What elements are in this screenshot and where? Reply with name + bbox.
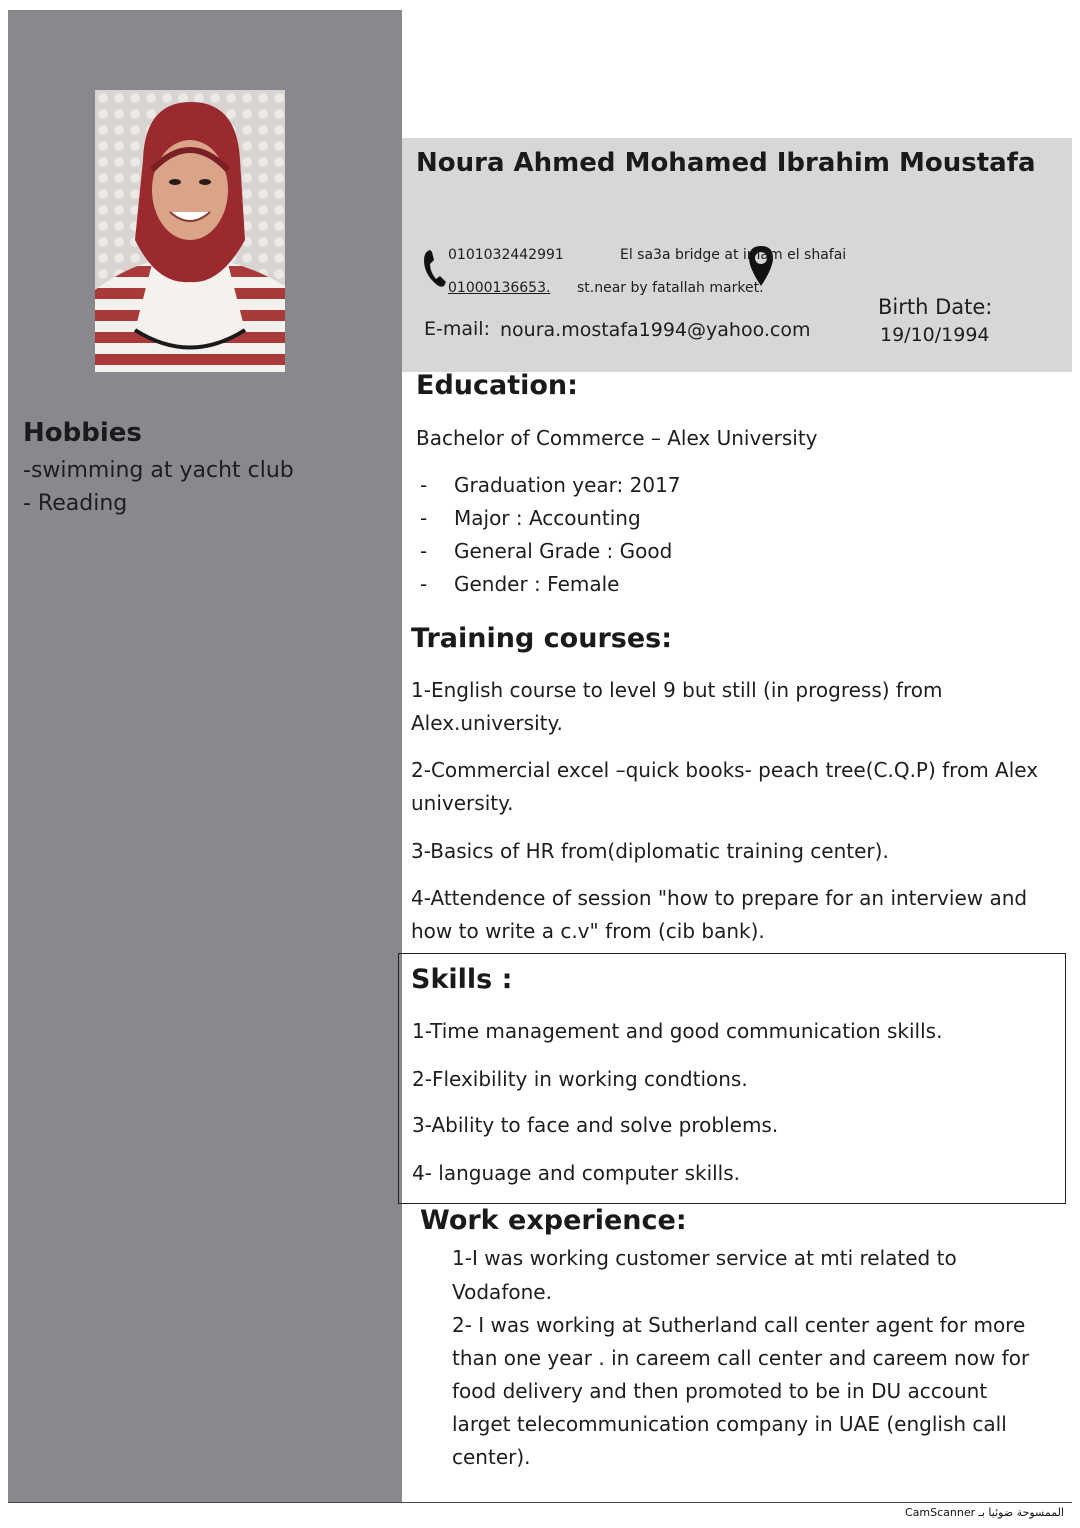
skills-title: Skills : bbox=[411, 964, 513, 995]
education-item: Major : Accounting bbox=[454, 506, 641, 530]
training-line: Alex.university. bbox=[411, 711, 563, 735]
address-line-1: El sa3a bridge at imam el shafai bbox=[620, 247, 847, 263]
education-item: General Grade : Good bbox=[454, 539, 673, 563]
training-line: how to write a c.v" from (cib bank). bbox=[411, 919, 765, 943]
skill-item: 4- language and computer skills. bbox=[412, 1161, 741, 1185]
scanner-watermark: CamScanner الممسوحة ضوئيا بـ bbox=[905, 1506, 1064, 1519]
work-line: 1-I was working customer service at mti related to bbox=[452, 1246, 957, 1270]
email: noura.mostafa1994@yahoo.com bbox=[500, 319, 811, 341]
training-line: 2-Commercial excel –quick books- peach tree(C.Q.P) from Alex bbox=[411, 758, 1039, 782]
training-title: Training courses: bbox=[411, 623, 673, 654]
birth-date-label: Birth Date: bbox=[878, 295, 993, 319]
skill-item: 3-Ability to face and solve problems. bbox=[412, 1113, 779, 1137]
bullet-dash: - bbox=[420, 572, 428, 596]
birth-date: 19/10/1994 bbox=[880, 324, 990, 346]
phone-1: 0101032442991 bbox=[448, 247, 564, 263]
skill-item: 1-Time management and good communication skills. bbox=[412, 1019, 943, 1043]
email-label: E-mail: bbox=[424, 318, 490, 340]
education-title: Education: bbox=[416, 370, 578, 401]
hobby-item: - Reading bbox=[23, 491, 128, 516]
address-line-2: st.near by fatallah market. bbox=[577, 280, 764, 296]
work-line: than one year . in careem call center and careem now for bbox=[452, 1346, 1030, 1370]
bullet-dash: - bbox=[420, 539, 428, 563]
work-line: food delivery and then promoted to be in DU account bbox=[452, 1379, 988, 1403]
profile-photo bbox=[95, 90, 285, 372]
page-bottom-rule bbox=[8, 1502, 1072, 1503]
training-line: 3-Basics of HR from(diplomatic training center). bbox=[411, 839, 889, 863]
work-title: Work experience: bbox=[420, 1205, 687, 1236]
phone-2: 01000136653. bbox=[448, 280, 551, 296]
work-line: larget telecommunication company in UAE (english call bbox=[452, 1412, 1007, 1436]
full-name: Noura Ahmed Mohamed Ibrahim Moustafa bbox=[416, 148, 1036, 178]
work-line: Vodafone. bbox=[452, 1280, 552, 1304]
portrait-photo bbox=[95, 90, 285, 372]
bullet-dash: - bbox=[420, 473, 428, 497]
skill-item: 2-Flexibility in working condtions. bbox=[412, 1067, 748, 1091]
phone-icon bbox=[422, 248, 448, 290]
education-item: Gender : Female bbox=[454, 572, 620, 596]
training-line: 4-Attendence of session "how to prepare for an interview and bbox=[411, 886, 1028, 910]
education-item: Graduation year: 2017 bbox=[454, 473, 681, 497]
training-line: university. bbox=[411, 791, 514, 815]
degree: Bachelor of Commerce – Alex University bbox=[416, 426, 818, 450]
hobby-item: -swimming at yacht club bbox=[23, 458, 294, 483]
work-line: 2- I was working at Sutherland call center agent for more bbox=[452, 1313, 1026, 1337]
work-line: center). bbox=[452, 1445, 531, 1469]
hobbies-title: Hobbies bbox=[23, 418, 142, 448]
training-line: 1-English course to level 9 but still (in progress) from bbox=[411, 678, 943, 702]
bullet-dash: - bbox=[420, 506, 428, 530]
